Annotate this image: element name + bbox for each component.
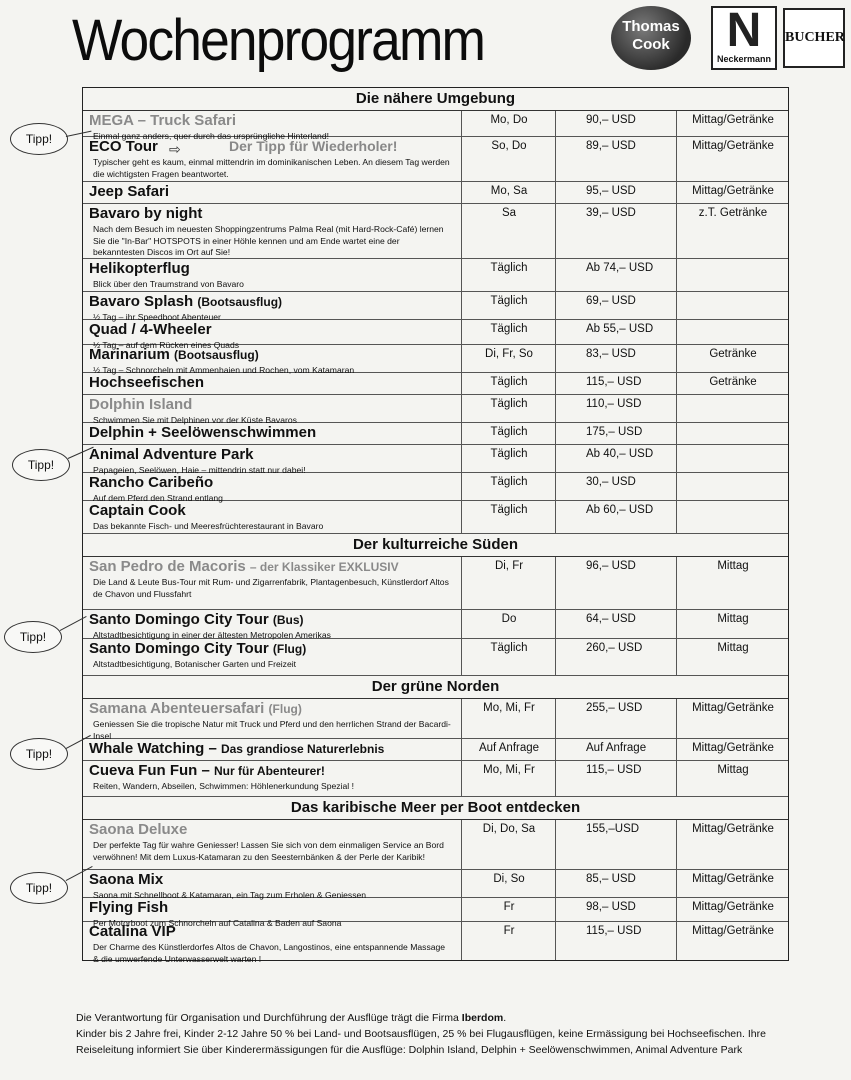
excursion-title: ECO Tour: [89, 138, 158, 155]
tipp-bubble: Tipp!: [12, 449, 70, 481]
excursion-description: ½ Tag – ihr Speedboot Abenteuer: [93, 312, 221, 322]
excursion-meals: Mittag/Getränke: [676, 898, 789, 921]
excursion-description: Schwimmen Sie mit Delphinen vor der Küste Bavaros: [93, 415, 297, 425]
excursion-name: [89, 611, 304, 628]
neckermann-logo-text: Neckermann: [716, 54, 772, 64]
excursion-price: 110,– USD: [555, 395, 676, 422]
excursion-row: [83, 898, 788, 928]
excursion-name: [89, 424, 316, 441]
excursion-description: Saona mit Schnellboot & Katamaran, ein Tag zum Erholen & Geniessen: [93, 890, 367, 900]
excursion-price: 89,– USD: [555, 137, 676, 181]
excursion-title: Saona Deluxe: [89, 821, 188, 838]
excursion-title: Dolphin Island: [89, 396, 193, 413]
excursion-meals: Mittag: [676, 639, 789, 675]
excursion-meals: Mittag/Getränke: [676, 699, 789, 738]
excursion-name: [89, 321, 212, 338]
excursion-subtitle: – der Klassiker EXKLUSIV: [249, 560, 399, 574]
excursion-title: Delphin + Seelöwenschwimmen: [89, 424, 317, 441]
section-heading: Das karibische Meer per Boot entdecken: [83, 797, 788, 820]
excursion-price: 175,– USD: [555, 423, 676, 444]
bucher-logo: BUCHER: [783, 8, 845, 68]
footer-line-2: Kinder bis 2 Jahre frei, Kinder 2-12 Jahre 50 % bei Land- und Bootsausflügen, 25 % bei Flugausflügen, keine Ermässigung bei Hochseefischen. Ihre Reiseleitung informiert Sie über Kinderermässigungen für die Ausflüge: Dolphin Island, Delphin + Seelöwenschwimmen, Animal Adventure Park: [76, 1028, 766, 1056]
excursion-days: Täglich: [461, 320, 556, 344]
excursion-days: Mo, Do: [461, 111, 556, 136]
excursion-title: San Pedro de Macoris: [89, 558, 246, 575]
excursion-row: [83, 761, 788, 797]
tipp-bubble: Tipp!: [10, 123, 68, 155]
excursion-days: Di, Fr, So: [461, 345, 556, 372]
excursion-title: Captain Cook: [89, 502, 186, 519]
excursion-title: Catalina VIP: [89, 923, 176, 940]
excursion-subtitle: (Bootsausflug): [197, 295, 283, 309]
excursion-price: 69,– USD: [555, 292, 676, 319]
excursion-subtitle: (Bootsausflug): [174, 348, 259, 362]
excursion-name: [89, 640, 306, 657]
excursion-meals: Mittag/Getränke: [676, 111, 789, 136]
excursion-meals: [676, 445, 789, 472]
excursion-price: Ab 40,– USD: [555, 445, 676, 472]
excursion-name: [89, 502, 186, 519]
excursion-days: Mo, Sa: [461, 182, 556, 203]
excursion-title: Flying Fish: [89, 899, 169, 916]
tipp-bubble: Tipp!: [10, 872, 68, 904]
excursion-meals: Mittag/Getränke: [676, 922, 789, 960]
excursion-row: [83, 259, 788, 292]
excursion-price: 98,– USD: [555, 898, 676, 921]
excursion-description: ½ Tag – auf dem Rücken eines Quads: [93, 340, 240, 350]
excursion-meals: [676, 423, 789, 444]
excursion-meals: Mittag: [676, 610, 789, 638]
excursion-title: Jeep Safari: [89, 183, 170, 200]
excursion-subtitle: (Flug): [272, 642, 307, 656]
thomas-cook-logo: [611, 6, 691, 70]
excursion-description: Altstadtbesichtigung in einer der ältesten Metropolen Amerikas: [93, 630, 331, 640]
excursion-row: [83, 922, 788, 964]
excursion-title: Animal Adventure Park: [89, 446, 254, 463]
excursion-days: Täglich: [461, 501, 556, 533]
excursion-row: [83, 820, 788, 870]
page-title: Wochenprogramm: [72, 8, 485, 73]
excursion-meals: Getränke: [676, 373, 789, 394]
excursion-meals: Mittag/Getränke: [676, 182, 789, 203]
excursion-row: [83, 739, 788, 761]
excursion-name: [89, 374, 204, 391]
footer-line-1-text: Die Verantwortung für Organisation und Durchführung der Ausflüge trägt die Firma: [76, 1012, 462, 1024]
excursion-days: Fr: [461, 898, 556, 921]
excursion-name: [89, 346, 259, 363]
excursion-days: Do: [461, 610, 556, 638]
footer-line-1: [76, 1010, 776, 1026]
excursion-price: 96,– USD: [555, 557, 676, 609]
excursion-title: Helikopterflug: [89, 260, 190, 277]
section-heading: Die nähere Umgebung: [83, 88, 788, 111]
excursion-meals: [676, 259, 789, 291]
program-table: [82, 87, 789, 964]
excursion-price: 90,– USD: [555, 111, 676, 136]
excursion-row: [83, 557, 788, 610]
excursion-title: Quad / 4-Wheeler: [89, 321, 212, 338]
excursion-row: [83, 373, 788, 395]
excursion-description: Nach dem Besuch im neuesten Shoppingzentrums Palma Real (mit Hard-Rock-Café) lernen Sie die "In-Bar" HOTSPOTS in einer Höhle kennen und am Ende wartet eine der bekanntesten Discos im Ort auf Sie!: [93, 224, 444, 257]
excursion-price: 260,– USD: [555, 639, 676, 675]
excursion-description: Typischer geht es kaum, einmal mittendrin im dominikanischen Leben. An diesem Tag werden die wichtigsten Fragen beantwortet.: [93, 157, 450, 179]
excursion-description: Altstadtbesichtigung, Botanischer Garten und Freizeit: [93, 659, 297, 669]
excursion-days: Di, So: [461, 870, 556, 897]
excursion-days: Di, Do, Sa: [461, 820, 556, 869]
excursion-title: MEGA – Truck Safari: [89, 112, 236, 129]
excursion-meals: Mittag/Getränke: [676, 820, 789, 869]
excursion-meals: z.T. Getränke: [676, 204, 789, 258]
excursion-title: Santo Domingo City Tour: [89, 611, 269, 628]
tipp-bubble: Tipp!: [4, 621, 62, 653]
excursion-meals: [676, 320, 789, 344]
excursion-row: [83, 639, 788, 676]
excursion-price: Auf Anfrage: [555, 739, 676, 760]
excursion-days: Auf Anfrage: [461, 739, 556, 760]
excursion-description: Das bekannte Fisch- und Meeresfrüchterestaurant in Bavaro: [93, 521, 324, 531]
excursion-meals: Mittag/Getränke: [676, 137, 789, 181]
excursion-title: Saona Mix: [89, 871, 164, 888]
excursion-name: [89, 871, 163, 888]
excursion-description: Auf dem Pferd den Strand entlang: [93, 493, 223, 503]
excursion-meals: Mittag: [676, 761, 789, 796]
excursion-row: [83, 137, 788, 182]
excursion-price: 30,– USD: [555, 473, 676, 500]
excursion-row: [83, 501, 788, 534]
excursion-days: Täglich: [461, 473, 556, 500]
arrow-right-icon: ⇨: [169, 141, 181, 157]
excursion-days: So, Do: [461, 137, 556, 181]
excursion-title: Samana Abenteuersafari: [89, 700, 265, 717]
excursion-title: Marinarium: [89, 346, 170, 363]
section-heading: Der kulturreiche Süden: [83, 534, 788, 557]
excursion-meals: Mittag/Getränke: [676, 739, 789, 760]
excursion-description: Der perfekte Tag für wahre Geniesser! Lassen Sie sich von dem einmaligen Service an Bord verwöhnen! Mit dem Luxus-Katamaran zu den Seesternbänken & der Perle der Karibik!: [93, 840, 444, 862]
excursion-price: 115,– USD: [555, 922, 676, 960]
excursion-price: 155,–USD: [555, 820, 676, 869]
excursion-price: 115,– USD: [555, 373, 676, 394]
excursion-title: Cueva Fun Fun –: [89, 762, 210, 779]
excursion-price: Ab 60,– USD: [555, 501, 676, 533]
excursion-price: 39,– USD: [555, 204, 676, 258]
excursion-description: Die Land & Leute Bus-Tour mit Rum- und Zigarrenfabrik, Plantagenbesuch, Künstlerdorf Altos de Chavon und Flussfahrt: [93, 577, 449, 599]
excursion-description: Papageien, Seelöwen, Haie – mittendrin statt nur dabei!: [93, 465, 306, 475]
excursion-row: [83, 870, 788, 898]
excursion-title: Bavaro by night: [89, 205, 203, 222]
excursion-name: [89, 740, 384, 757]
excursion-name: [89, 923, 176, 940]
excursion-description: Einmal ganz anders, quer durch das ursprüngliche Hinterland!: [93, 131, 329, 141]
excursion-row: [83, 204, 788, 259]
excursion-row: [83, 111, 788, 141]
excursion-subtitle: (Bus): [272, 613, 304, 627]
excursion-subtitle: Das grandiose Naturerlebnis: [220, 742, 385, 756]
excursion-price: 255,– USD: [555, 699, 676, 738]
excursion-row: [83, 320, 788, 350]
excursion-days: Sa: [461, 204, 556, 258]
excursion-description: Reiten, Wandern, Abseilen, Schwimmen: Höhlenerkundung Spezial !: [93, 781, 354, 791]
excursion-days: Täglich: [461, 395, 556, 422]
tipp-bubble: Tipp!: [10, 738, 68, 770]
excursion-meals: [676, 395, 789, 422]
excursion-name: [89, 700, 302, 717]
thomas-cook-logo-text: Thomas Cook: [622, 18, 680, 53]
neckermann-logo: [711, 6, 777, 70]
excursion-name: [89, 558, 399, 575]
excursion-description: ½ Tag – Schnorcheln mit Ammenhaien und Rochen, vom Katamaran: [93, 365, 355, 375]
excursion-row: [83, 445, 788, 473]
excursion-row: [83, 423, 788, 445]
excursion-days: Täglich: [461, 373, 556, 394]
excursion-meals: Getränke: [676, 345, 789, 372]
footer-line-1-end: .: [503, 1012, 507, 1024]
logo-bar: [605, 6, 845, 70]
section-heading: Der grüne Norden: [83, 676, 788, 699]
excursion-name: [89, 899, 168, 916]
excursion-title: Santo Domingo City Tour: [89, 640, 269, 657]
excursion-meals: [676, 501, 789, 533]
excursion-days: Mo, Mi, Fr: [461, 761, 556, 796]
excursion-meals: Mittag/Getränke: [676, 870, 789, 897]
excursion-subtitle: (Flug): [268, 702, 302, 716]
excursion-name: [89, 138, 158, 155]
excursion-name: [89, 821, 187, 838]
excursion-row: [83, 292, 788, 320]
excursion-days: Täglich: [461, 259, 556, 291]
excursion-name: [89, 762, 325, 779]
neckermann-logo-mark: N: [726, 6, 762, 57]
excursion-name: [89, 112, 236, 129]
excursion-days: Di, Fr: [461, 557, 556, 609]
excursion-row: [83, 395, 788, 423]
excursion-days: Fr: [461, 922, 556, 960]
excursion-days: Täglich: [461, 445, 556, 472]
excursion-description: Der Charme des Künstlerdorfes Altos de Chavon, Langostinos, eine entspannende Massage & die umwerfende Unterwasserwelt warten !: [93, 942, 446, 964]
excursion-name: [89, 260, 190, 277]
excursion-title: Hochseefischen: [89, 374, 205, 391]
excursion-title: Whale Watching –: [89, 740, 217, 757]
excursion-description: Per Motorboot zum Schnorcheln auf Catalina & Baden auf Saona: [93, 918, 342, 928]
excursion-title: Rancho Caribeño: [89, 474, 214, 491]
excursion-subtitle: Nur für Abenteurer!: [214, 764, 325, 778]
excursion-price: 83,– USD: [555, 345, 676, 372]
excursion-meals: Mittag: [676, 557, 789, 609]
excursion-days: Täglich: [461, 292, 556, 319]
excursion-days: Mo, Mi, Fr: [461, 699, 556, 738]
excursion-meals: [676, 292, 789, 319]
excursion-name: [89, 474, 213, 491]
excursion-row: [83, 182, 788, 204]
excursion-price: Ab 74,– USD: [555, 259, 676, 291]
footer-company: Iberdom: [461, 1012, 504, 1024]
excursion-days: Täglich: [461, 639, 556, 675]
excursion-days: Täglich: [461, 423, 556, 444]
excursion-name: [89, 446, 254, 463]
excursion-row: [83, 345, 788, 373]
excursion-name: [89, 183, 169, 200]
repeat-visitor-tip: Der Tipp für Wiederholer!: [229, 138, 398, 154]
excursion-price: Ab 55,– USD: [555, 320, 676, 344]
excursion-meals: [676, 473, 789, 500]
excursion-row: [83, 610, 788, 639]
excursion-name: [89, 396, 192, 413]
excursion-row: [83, 473, 788, 501]
excursion-title: Bavaro Splash: [89, 293, 194, 310]
footer-notes: [76, 1010, 776, 1058]
excursion-name: [89, 205, 202, 222]
excursion-row: [83, 699, 788, 739]
excursion-price: 115,– USD: [555, 761, 676, 796]
excursion-description: Geniessen Sie die tropische Natur mit Truck und Pferd und den herrlichen Strand der Bacardi-Insel: [93, 719, 451, 741]
excursion-price: 85,– USD: [555, 870, 676, 897]
excursion-name: [89, 293, 282, 310]
excursion-price: 95,– USD: [555, 182, 676, 203]
excursion-price: 64,– USD: [555, 610, 676, 638]
excursion-description: Blick über den Traumstrand von Bavaro: [93, 279, 244, 289]
